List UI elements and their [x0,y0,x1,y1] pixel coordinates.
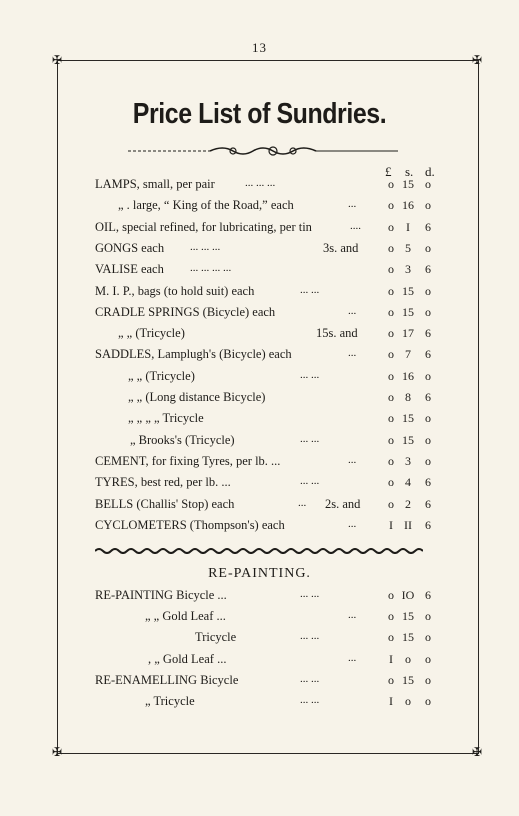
repainting-item-description: RE-ENAMELLING Bicycle [95,672,239,687]
pence-value: o [425,453,431,468]
pounds-value: o [388,240,394,255]
shillings-value: 3 [405,453,411,468]
shillings-value: 15 [402,630,414,645]
pounds-value: o [388,219,394,234]
alternate-price: 2s. and [325,496,361,511]
pounds-value: o [388,672,394,687]
repainting-item-description: , „ Gold Leaf ... [148,651,227,666]
pounds-header: £ [385,164,392,179]
dot-leaders: ... [348,517,357,530]
shillings-header: s. [405,164,414,179]
pounds-value: o [388,630,394,645]
pounds-value: o [388,198,394,213]
dot-leaders: ... ... [300,672,320,685]
repainting-item-row [0,673,519,693]
sundry-item-row [0,347,519,367]
pounds-value: o [388,411,394,426]
sundry-item-description: CYCLOMETERS (Thompson's) each [95,517,285,532]
sundry-item-row [0,518,519,538]
repainting-item-description: RE-PAINTING Bicycle ... [95,588,227,602]
repainting-item-row [0,694,519,714]
dot-leaders: ... ... [300,694,320,706]
pounds-value: o [388,304,394,319]
pence-value: 6 [425,496,431,511]
alternate-price: 3s. and [323,240,359,255]
shillings-value: o [405,651,411,666]
pence-value: o [425,177,431,191]
pence-value: o [425,411,431,426]
pence-header: d. [425,164,435,179]
repainting-item-row [0,630,519,650]
sundry-item-description: „ „ (Tricycle) [128,368,195,383]
repainting-heading: RE-PAINTING. [208,566,311,581]
dot-leaders: ... ... [300,630,320,643]
pounds-value: o [388,453,394,468]
dot-leaders: ... ... [300,432,320,445]
dot-leaders: .... [350,219,361,232]
dot-leaders: ... ... [300,475,320,488]
pence-value: o [425,368,431,383]
shillings-value: 17 [402,326,414,341]
page-title: Price List of Sundries. [132,98,387,130]
shillings-value: 15 [402,177,414,191]
pence-value: o [425,198,431,213]
pounds-value: o [388,347,394,362]
pence-value: o [425,283,431,298]
sundry-item-description: „ „ (Long distance Bicycle) [128,390,266,404]
corner-ornament-top-left: ✠ [51,53,63,67]
pounds-value: o [388,262,394,277]
sundry-item-description: „ „ (Tricycle) [118,326,185,341]
sundry-item-description: „ „ „ „ Tricycle [128,411,204,426]
sundry-item-description: CRADLE SPRINGS (Bicycle) each [95,304,276,319]
shillings-value: o [405,694,411,708]
shillings-value: 4 [405,475,411,490]
sundry-item-row [0,454,519,474]
pounds-value: I [389,651,393,666]
sundry-item-description: LAMPS, small, per pair [95,177,215,191]
shillings-value: 15 [402,609,414,624]
pence-value: 6 [425,588,431,602]
pounds-value: o [388,475,394,490]
pounds-value: o [388,368,394,383]
sundry-item-description: SADDLES, Lamplugh's (Bicycle) each [95,347,292,362]
sundry-item-description: TYRES, best red, per lb. ... [95,475,231,490]
pence-value: 6 [425,326,431,341]
pence-value: o [425,304,431,319]
sundry-item-row [0,284,519,304]
dot-leaders: ... [298,496,307,509]
pounds-value: o [388,283,394,298]
shillings-value: II [404,517,412,532]
sundry-item-description: VALISE each [95,262,164,277]
shillings-value: 16 [402,198,414,213]
sundry-item-row [0,411,519,431]
sundry-item-row [0,177,519,197]
pounds-value: I [389,694,393,708]
sundry-item-description: „ Brooks's (Tricycle) [130,432,235,447]
shillings-value: 15 [402,432,414,447]
corner-ornament-bottom-right: ✠ [471,745,483,759]
sundry-item-row [0,198,519,218]
dot-leaders: ... [348,198,357,211]
shillings-value: 8 [405,390,411,404]
sundry-item-row [0,241,519,261]
pounds-value: o [388,588,394,602]
corner-ornament-bottom-left: ✠ [51,745,63,759]
repainting-item-row [0,588,519,608]
pence-value: o [425,432,431,447]
sundry-item-row [0,497,519,517]
pounds-value: o [388,496,394,511]
sundry-item-description: CEMENT, for fixing Tyres, per lb. ... [95,453,281,468]
corner-ornament-top-right: ✠ [471,53,483,67]
dot-leaders: ... [348,609,357,622]
pounds-value: o [388,432,394,447]
shillings-value: 7 [405,347,411,362]
sundry-item-row [0,262,519,282]
sundry-item-row [0,220,519,240]
pence-value: 6 [425,517,431,532]
pence-value: 6 [425,219,431,234]
shillings-value: 15 [402,304,414,319]
pence-value: o [425,240,431,255]
pence-value: o [425,609,431,624]
dot-leaders: ... ... ... [190,240,221,253]
sundry-item-description: „ . large, “ King of the Road,” each [118,198,294,213]
pence-value: o [425,651,431,666]
pounds-value: o [388,609,394,624]
sundry-item-description: OIL, special refined, for lubricating, per tin [95,219,312,234]
pence-value: o [425,672,431,687]
repainting-item-description: „ „ Gold Leaf ... [145,609,226,624]
sundry-item-row [0,369,519,389]
dot-leaders: ... ... [300,283,320,296]
pounds-value: o [388,390,394,404]
repainting-item-row [0,609,519,629]
sundry-item-row [0,475,519,495]
section-divider [95,546,423,554]
pounds-value: I [389,517,393,532]
page-number: 13 [252,40,267,55]
dot-leaders: ... [348,347,357,360]
repainting-item-row [0,652,519,672]
shillings-value: IO [401,588,415,602]
sundry-item-description: M. I. P., bags (to hold suit) each [95,283,255,298]
pence-value: 6 [425,262,431,277]
repainting-item-description: Tricycle [195,630,237,645]
shillings-value: I [406,219,410,234]
sundry-item-row [0,305,519,325]
repainting-item-description: „ Tricycle [145,694,195,708]
shillings-value: 15 [402,411,414,426]
shillings-value: 5 [405,240,411,255]
shillings-value: 15 [402,283,414,298]
pence-value: o [425,694,431,708]
sundry-item-description: GONGS each [95,240,165,255]
shillings-value: 2 [405,496,411,511]
pounds-value: o [388,177,394,191]
sundry-item-row [0,390,519,410]
shillings-value: 3 [405,262,411,277]
shillings-value: 16 [402,368,414,383]
dot-leaders: ... ... [300,368,320,381]
pence-value: 6 [425,475,431,490]
sundry-item-row [0,326,519,346]
dot-leaders: ... [348,651,357,664]
dot-leaders: ... [348,304,357,317]
dot-leaders: ... ... [300,588,320,600]
sundry-item-row [0,433,519,453]
pounds-value: o [388,326,394,341]
dot-leaders: ... ... ... ... [190,262,232,275]
pence-value: 6 [425,390,431,404]
sundry-item-description: BELLS (Challis' Stop) each [95,496,235,511]
shillings-value: 15 [402,672,414,687]
dot-leaders: ... [348,453,357,466]
pence-value: o [425,630,431,645]
pence-value: 6 [425,347,431,362]
alternate-price: 15s. and [316,326,358,341]
title-ornament [128,143,398,159]
dot-leaders: ... ... ... [245,177,276,189]
